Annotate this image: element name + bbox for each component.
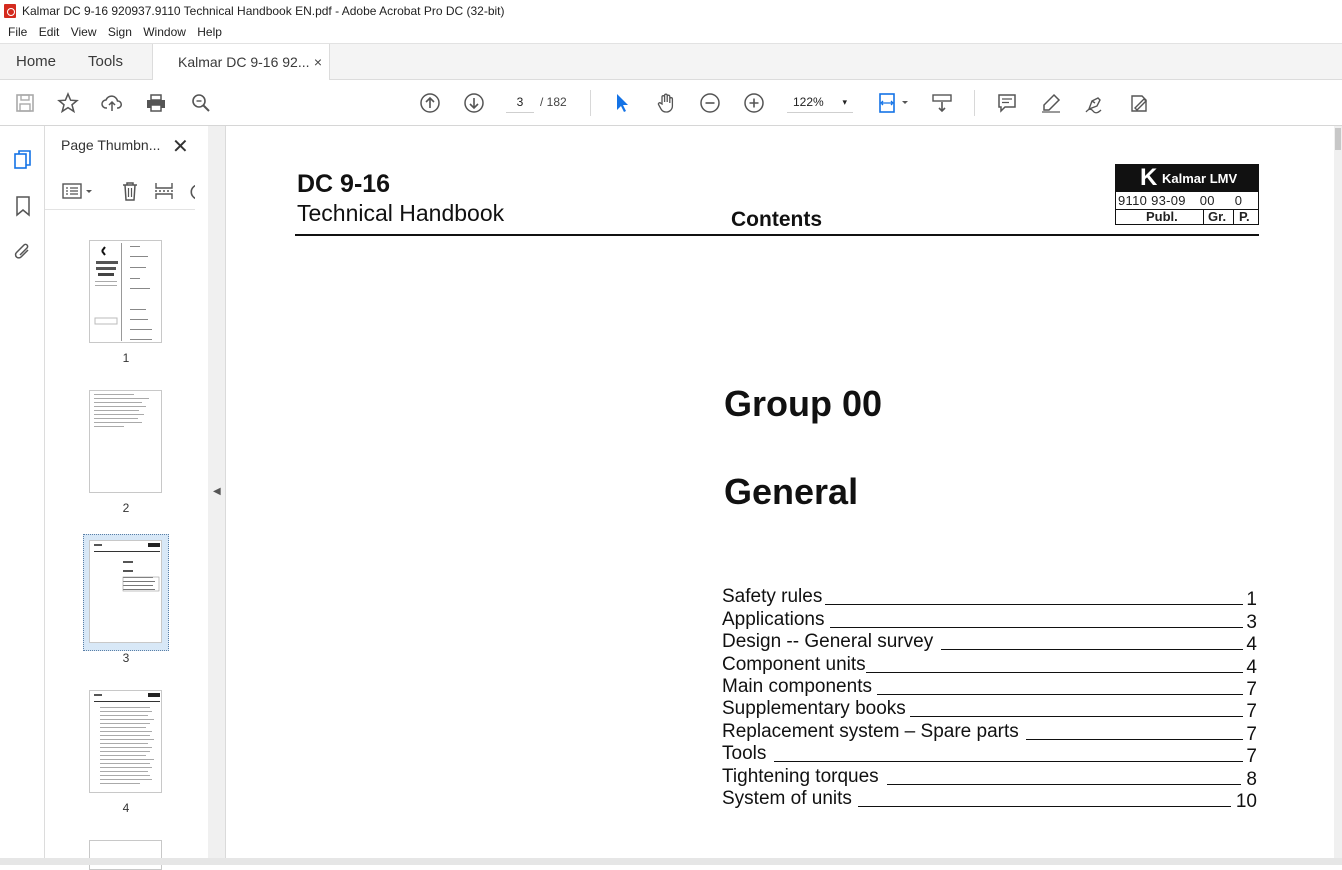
toc-title: Main components [722,676,872,697]
document-viewer[interactable] [226,126,1334,865]
toc-page: 7 [1246,701,1257,722]
group-number: 00 [1199,193,1215,208]
close-icon[interactable]: ✕ [172,136,189,158]
thumbnail-page-2[interactable] [89,390,162,493]
kalmar-logo-mark: K [1140,164,1158,191]
tab-document[interactable] [152,44,330,81]
toc-page: 8 [1246,769,1257,790]
toc-leader-line [877,694,1243,695]
toc-title: Tools [722,743,767,764]
doc-contents-heading: Contents [731,208,822,231]
doc-model-title: DC 9-16 [297,170,391,198]
menu-file[interactable]: File [8,25,28,39]
publ-label: Publ. [1146,209,1178,224]
menu-window[interactable]: Window [143,25,186,39]
page-total: / 182 [540,95,567,109]
toc-title: Tightening torques [722,766,879,787]
toc-row[interactable] [722,631,1257,653]
edit-pdf-icon[interactable] [1126,90,1152,116]
sign-pen-icon[interactable] [1082,90,1108,116]
select-cursor-icon[interactable] [609,90,635,116]
toolbar-divider [590,90,591,116]
toc-row[interactable] [722,743,1257,765]
toc-row[interactable] [722,586,1257,608]
page-thumbnails-icon[interactable] [11,148,35,172]
thumbnail-options-icon[interactable] [61,180,97,202]
toc-leader-line [858,806,1231,807]
scroll-mode-icon[interactable] [929,90,955,116]
toc-page: 10 [1235,791,1257,812]
menu-bar [0,22,1342,43]
previous-page-icon[interactable] [417,90,443,116]
section-heading: General [724,471,859,512]
toc-leader-line [910,716,1243,717]
attachment-icon[interactable] [11,240,35,264]
thumbnail-label: 3 [122,651,130,665]
delete-icon[interactable] [119,180,143,204]
panel-collapse-handle[interactable] [208,126,226,865]
toc-title: Component units [722,654,866,675]
tab-close-icon[interactable]: × [313,54,322,70]
thumbnails-panel [45,126,208,865]
toc-row[interactable] [722,676,1257,698]
toc-title: Design -- General survey [722,631,934,652]
thumbnail-label: 1 [122,351,130,365]
title-bar [0,0,1342,22]
toc-page: 4 [1246,634,1257,655]
save-icon[interactable] [12,90,38,116]
comment-icon[interactable] [994,90,1020,116]
toc-row[interactable] [722,609,1257,631]
zoom-value: 122% [793,95,824,109]
cloud-upload-icon[interactable] [99,90,125,116]
thumbnail-page-3[interactable] [89,540,162,643]
window-title: Kalmar DC 9-16 920937.9110 Technical Handbook EN.pdf - Adobe Acrobat Pro DC (32-bit) [22,4,505,18]
horizontal-scrollbar[interactable] [0,858,1342,865]
toc-row[interactable] [722,654,1257,676]
kalmar-brand: Kalmar LMV [1162,171,1238,186]
tab-bar [0,43,1342,80]
bookmark-icon[interactable] [11,194,35,218]
rotate-icon[interactable] [185,180,195,204]
split-page-icon[interactable] [153,180,177,204]
doc-subtitle: Technical Handbook [297,200,505,226]
publication-number: 9110 93-09 [1118,193,1186,208]
search-zoom-icon[interactable] [188,90,214,116]
thumbnail-page-5[interactable] [89,840,162,870]
toc-leader-line [1026,739,1243,740]
group-heading: Group 00 [724,383,883,424]
thumbnail-page-1[interactable] [89,240,162,343]
toc-title: Replacement system – Spare parts [722,721,1019,742]
thumbnail-page-4[interactable] [89,690,162,793]
publication-number-row [1118,193,1242,208]
star-icon[interactable] [55,90,81,116]
toc-leader-line [941,649,1243,650]
main-toolbar [0,80,1342,126]
header-rule [295,234,1259,236]
scroll-thumb[interactable] [1335,128,1341,150]
acrobat-pdf-icon [4,4,16,18]
logo-divider [1116,209,1258,210]
gr-label: Gr. [1208,209,1227,224]
toc-row[interactable] [722,721,1257,743]
thumbnail-label: 4 [122,801,130,815]
menu-help[interactable]: Help [197,25,222,39]
logo-divider [1233,209,1234,225]
zoom-select[interactable] [787,91,853,113]
panel-toolbar [45,172,195,210]
toc-title: System of units [722,788,852,809]
toc-page: 7 [1246,724,1257,745]
toc-row[interactable] [722,698,1257,720]
next-page-icon[interactable] [461,90,487,116]
toc-page: 7 [1246,746,1257,767]
highlight-pen-icon[interactable] [1038,90,1064,116]
fit-page-icon[interactable] [874,90,914,116]
document-scrollbar[interactable] [1334,126,1342,865]
toc-title: Applications [722,609,825,630]
page-value: 0 [1234,193,1243,208]
tab-home[interactable]: Home [16,53,57,70]
toc-row[interactable] [722,788,1257,810]
toc-leader-line [830,627,1243,628]
toc-leader-line [774,761,1243,762]
toc-leader-line [866,672,1243,673]
menu-sign[interactable]: Sign [107,25,132,39]
menu-view[interactable]: View [70,25,97,39]
toolbar-divider [974,90,975,116]
kalmar-logo-box [1115,164,1259,225]
toc-page: 3 [1246,612,1257,633]
toc-page: 1 [1246,589,1257,610]
tab-tools[interactable]: Tools [88,53,124,70]
panel-title: Page Thumbn... [61,137,161,153]
chevron-down-icon: ▾ [842,97,847,107]
left-navigation-rail [0,126,45,865]
toc-leader-line [825,604,1243,605]
kalmar-logo [1116,165,1258,192]
tab-document-label: Kalmar DC 9-16 92... [178,54,310,70]
zoom-in-icon[interactable] [741,90,767,116]
hand-tool-icon[interactable] [653,90,679,116]
thumbnail-label: 2 [122,501,130,515]
page-number-input[interactable]: 3 [506,91,534,113]
toc-row[interactable] [722,766,1257,788]
logo-divider [1203,209,1204,225]
collapse-arrow-icon[interactable]: ◀ [213,486,221,497]
menu-edit[interactable]: Edit [38,25,60,39]
toc-title: Safety rules [722,586,823,607]
p-label: P. [1239,209,1250,224]
zoom-out-icon[interactable] [697,90,723,116]
toc-page: 4 [1246,657,1257,678]
toc-page: 7 [1246,679,1257,700]
toc-leader-line [887,784,1241,785]
toc-title: Supplementary books [722,698,906,719]
print-icon[interactable] [143,90,169,116]
